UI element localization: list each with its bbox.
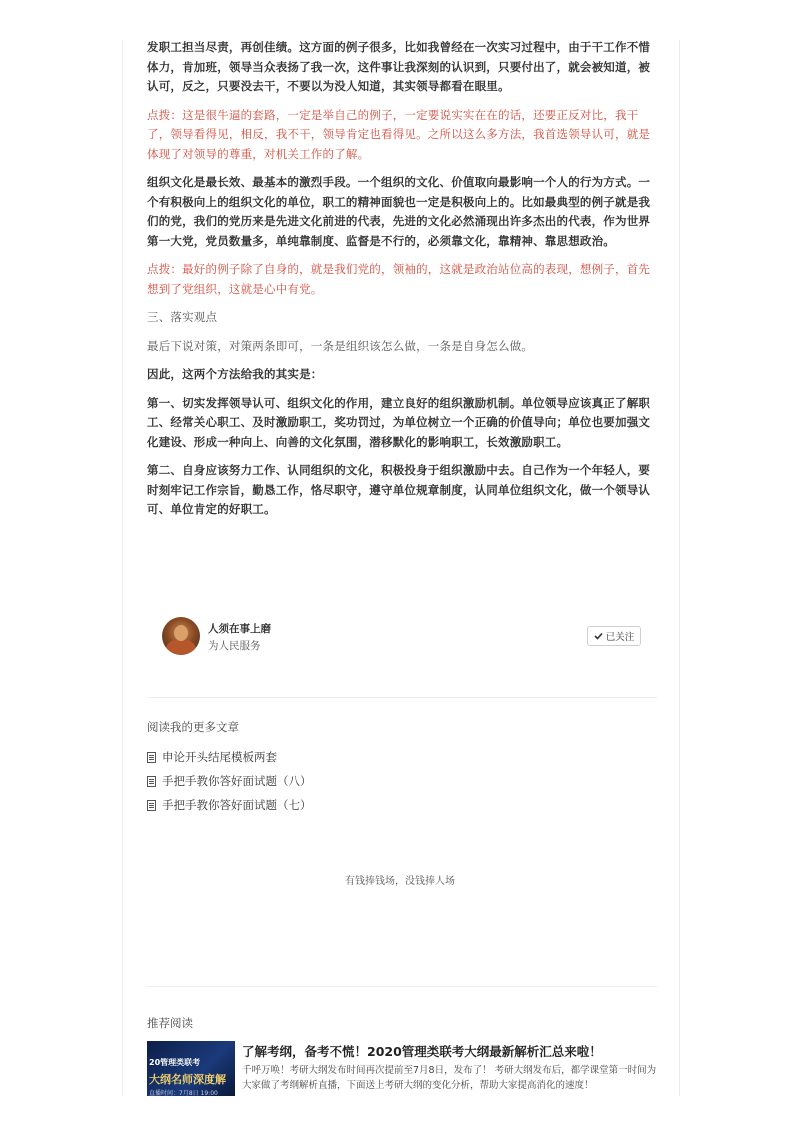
article-link[interactable]: 手把手教你答好面试题（七） (162, 798, 312, 812)
document-icon (147, 800, 156, 811)
section-heading: 三、落实观点 (147, 310, 218, 324)
paragraph: 第一、切实发挥领导认可、组织文化的作用，建立良好的组织激励机制。单位领导应该真正了解职工、经常关心职工、及时激励职工，奖功罚过，为单位树立一个正确的价值导向；单位也要加强文化建设、形成一种向上、向善的文化氛围，潜移默化的影响职工，长效激励职工。 (147, 395, 651, 449)
author-name[interactable]: 人须在事上磨 (208, 623, 271, 635)
paragraph: 最后下说对策，对策两条即可，一条是组织该怎么做，一条是自身怎么做。 (147, 338, 534, 353)
document-icon (147, 776, 156, 787)
divider (147, 986, 657, 987)
thumbnail-text: 直播时间：7月8日 19:00 (149, 1090, 218, 1096)
paragraph: 组织文化是最长效、最基本的激烈手段。一个组织的文化、价值取向最影响一个人的行为方式。一个有积极向上的组织文化的单位，职工的精神面貌也一定是积极向上的。比如最典型的例子就是我们的党，我们的党历来是先进文化前进的代表，先进的文化必然涌现出许多杰出的代表，作为世界第一大党，党员数量多，单纯靠制度、监督是不行的，必须靠文化，靠精神、靠思想政治。 (147, 175, 651, 248)
check-icon (594, 632, 603, 640)
more-articles-title: 阅读我的更多文章 (147, 720, 239, 734)
tip-paragraph: 点拨：这是很牛逼的套路，一定是举自己的例子，一定要说实实在在的话，还要正反对比，我干了，领导看得见，相反，我不干，领导肯定也看得见。之所以这么多方法，我首选领导认可，就是体现了对领导的尊重，对机关工作的了解。 (147, 107, 651, 161)
article-body (147, 38, 657, 529)
paragraph: 因此，这两个方法给我的其实是： (147, 367, 323, 381)
avatar[interactable] (162, 617, 200, 655)
thumbnail-text: 20管理类联考 (149, 1058, 201, 1067)
divider (147, 697, 657, 698)
article-link[interactable]: 手把手教你答好面试题（八） (162, 774, 312, 788)
tip-paragraph: 点拨：最好的例子除了自身的，就是我们党的，领袖的，这就是政治站位高的表现，想例子，首先想到了党组织，这就是心中有党。 (147, 262, 651, 296)
article-link[interactable]: 申论开头结尾模板两套 (162, 750, 277, 764)
author-card (162, 617, 642, 657)
recommend-title: 推荐阅读 (147, 1016, 193, 1030)
more-articles-list (147, 745, 312, 817)
list-item[interactable] (147, 793, 312, 817)
recommend-headline[interactable]: 了解考纲，备考不慌！2020管理类联考大纲最新解析汇总来啦！ (242, 1044, 602, 1059)
follow-label: 已关注 (605, 632, 635, 643)
recommend-summary: 千呼万唤！考研大纲发布时间再次提前至7月8日，发布了！ 考研大纲发布后，都学课堂第一时间为大家做了考纲解析直播，下面送上考研大纲的变化分析，帮助大家提高消化的速度！ (242, 1065, 657, 1091)
follow-button[interactable] (587, 626, 641, 646)
document-icon (147, 752, 156, 763)
paragraph: 发职工担当尽责，再创佳绩。这方面的例子很多，比如我曾经在一次实习过程中，由于干工作不惜体力，肯加班，领导当众表扬了我一次，这件事让我深刻的认识到，只要付出了，就会被知道，被认可，反之，只要没去干，不要以为没人知道，其实领导都看在眼里。 (147, 40, 651, 93)
paragraph: 第二、自身应该努力工作、认同组织的文化，积极投身于组织激励中去。自己作为一个年轻人，要时刻牢记工作宗旨，勤恳工作，恪尽职守，遵守单位规章制度，认同单位组织文化，做一个领导认可、单位肯定的好职工。 (147, 463, 651, 516)
list-item[interactable] (147, 769, 312, 793)
list-item[interactable] (147, 745, 312, 769)
recommend-thumbnail[interactable] (147, 1041, 235, 1096)
author-description: 为人民服务 (208, 640, 261, 652)
reward-slogan: 有钱捧钱场，没钱捧人场 (345, 876, 455, 887)
thumbnail-text: 大纲名师深度解 (149, 1073, 226, 1086)
